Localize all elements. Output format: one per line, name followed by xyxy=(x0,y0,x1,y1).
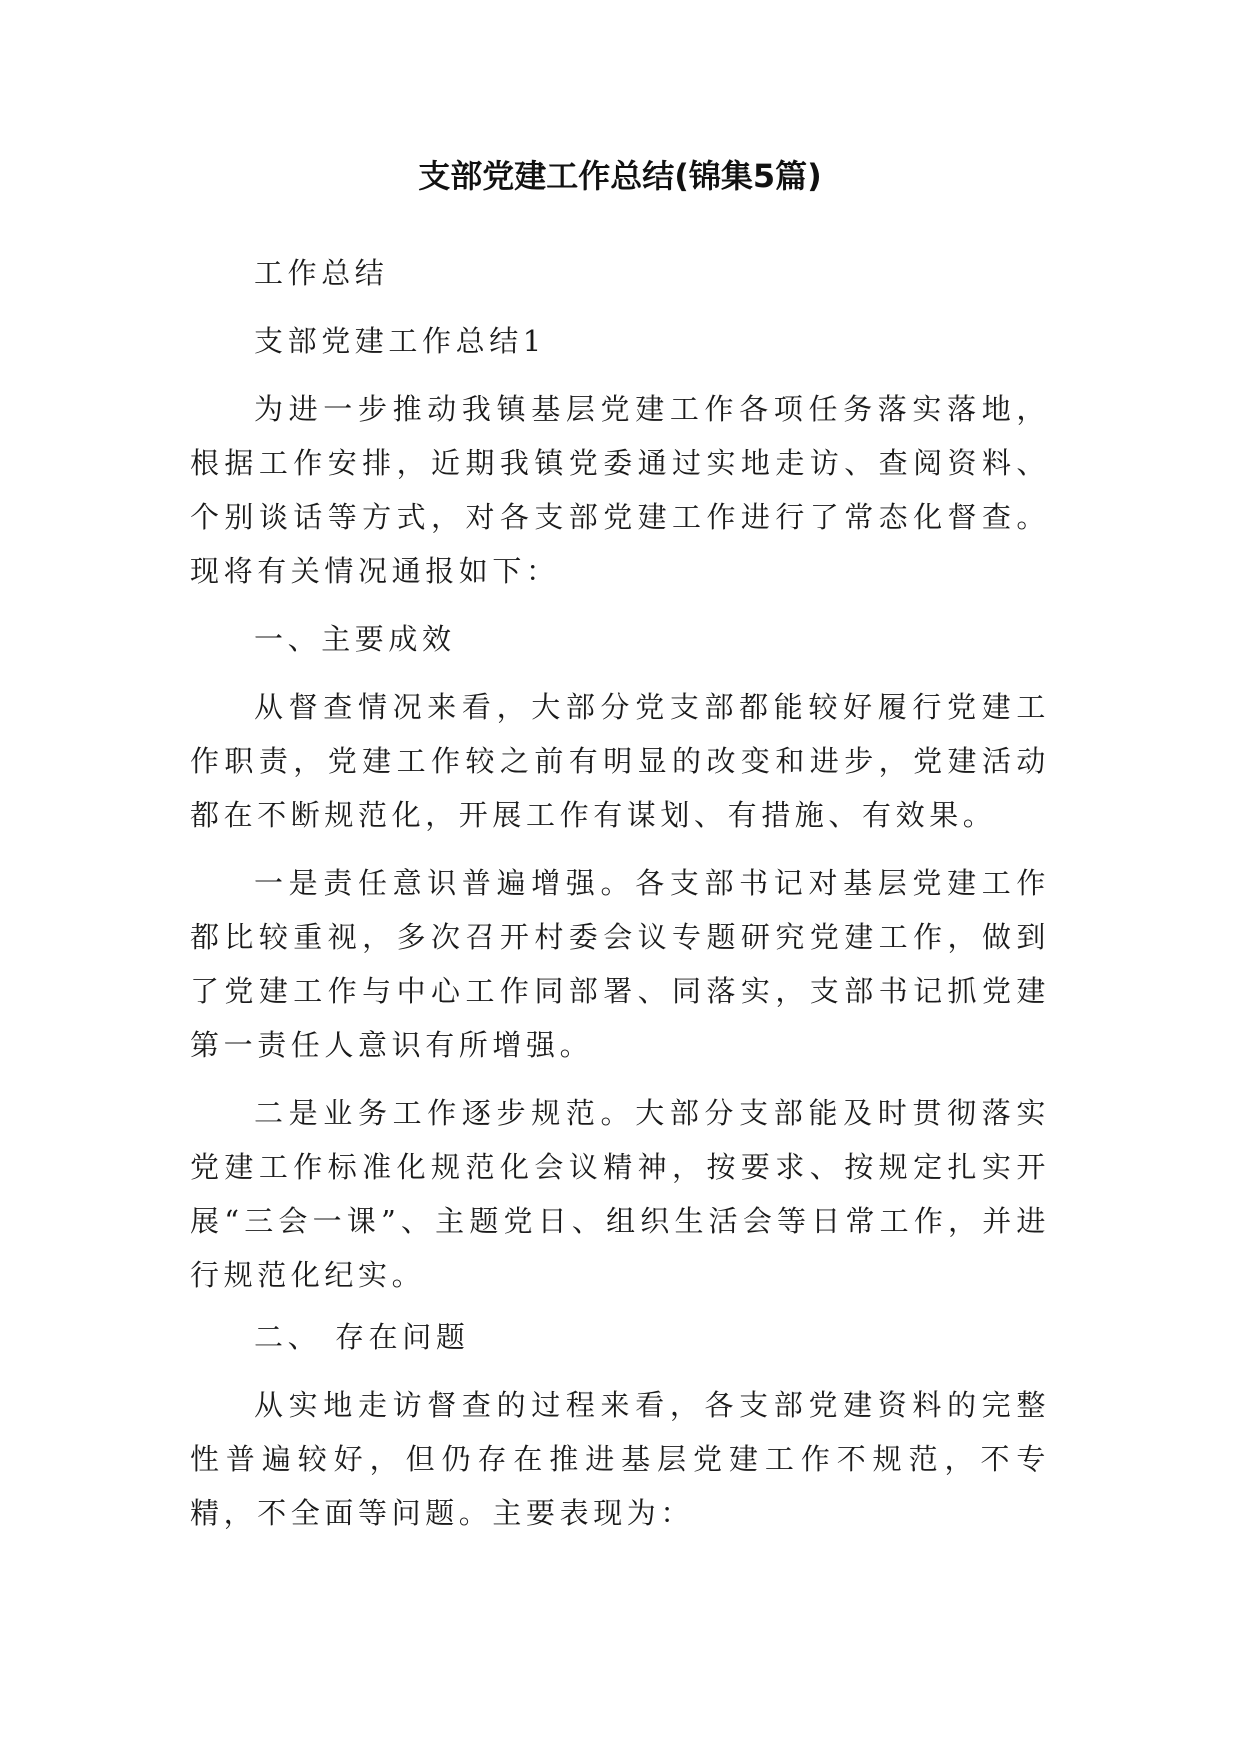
section-label: 工作总结 xyxy=(254,256,389,290)
section-heading-problems: 二、 存在问题 xyxy=(254,1320,470,1354)
intro-paragraph: 为进一步推动我镇基层党建工作各项任务落实落地，根据工作安排，近期我镇党委通过实地走访、查阅资料、个别谈话等方式，对各支部党建工作进行了常态化督查。现将有关情况通报如下： xyxy=(190,392,1050,588)
document-title: 支部党建工作总结(锦集5篇) xyxy=(418,157,822,195)
achievements-paragraph: 从督查情况来看，大部分党支部都能较好履行党建工作职责，党建工作较之前有明显的改变和进步，党建活动都在不断规范化，开展工作有谋划、有措施、有效果。 xyxy=(190,690,1050,832)
responsibility-paragraph: 一是责任意识普遍增强。各支部书记对基层党建工作都比较重视，多次召开村委会议专题研究党建工作，做到了党建工作与中心工作同部署、同落实，支部书记抓党建第一责任人意识有所增强。 xyxy=(190,866,1050,1062)
section-heading-achievements: 一、主要成效 xyxy=(254,622,456,656)
article-heading: 支部党建工作总结1 xyxy=(254,324,546,358)
standardization-paragraph: 二是业务工作逐步规范。大部分支部能及时贯彻落实党建工作标准化规范化会议精神，按要求、按规定扎实开展“三会一课”、主题党日、组织生活会等日常工作，并进行规范化纪实。 xyxy=(190,1096,1050,1292)
problems-paragraph: 从实地走访督查的过程来看，各支部党建资料的完整性普遍较好，但仍存在推进基层党建工作不规范，不专精，不全面等问题。主要表现为： xyxy=(190,1388,1050,1530)
document-body xyxy=(190,246,1050,1540)
